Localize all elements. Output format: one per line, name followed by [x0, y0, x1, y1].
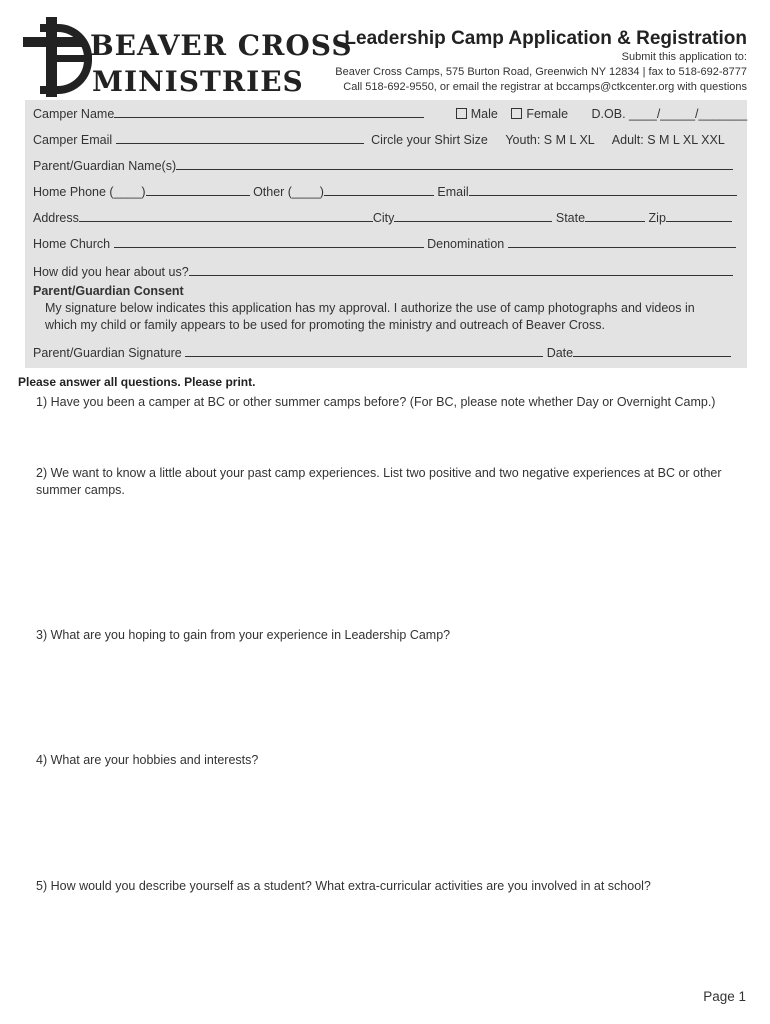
question-3: 3) What are you hoping to gain from your experience in Leadership Camp? [36, 628, 451, 642]
logo-line-1: BEAVER CROSS [90, 29, 353, 62]
male-checkbox[interactable] [456, 108, 467, 119]
home-church-field[interactable] [114, 235, 424, 248]
denomination-label: Denomination [427, 237, 505, 251]
row-church [33, 235, 736, 251]
camper-email-field[interactable] [116, 131, 364, 144]
date-label: Date [546, 346, 574, 360]
email-label: Email [437, 185, 469, 199]
row-referral [33, 263, 733, 279]
question-1: 1) Have you been a camper at BC or other summer camps before? (For BC, please note whether Day or Overnight Camp.) [36, 395, 716, 409]
contact-info: Call 518-692-9550, or email the registrar at bccamps@ctkcenter.org with questions [343, 81, 747, 93]
instructions: Please answer all questions. Please print. [18, 375, 256, 389]
other-phone-label: Other (____) [253, 185, 324, 199]
submit-label: Submit this application to: [621, 51, 747, 63]
row-camper-email [33, 131, 725, 147]
row-signature [33, 344, 731, 360]
question-2: 2) We want to know a little about your past camp experiences. List two positive and two negative experiences at BC or other summer camps. [36, 466, 722, 497]
male-label: Male [470, 107, 498, 121]
row-address [33, 209, 732, 225]
state-label: State [555, 211, 586, 225]
row-camper-name [33, 105, 747, 121]
zip-label: Zip [648, 211, 666, 225]
question-5: 5) How would you describe yourself as a student? What extra-curricular activities are you involved in at school? [36, 879, 651, 893]
camper-email-label: Camper Email [33, 133, 113, 147]
row-parent-name [33, 157, 733, 173]
signature-label: Parent/Guardian Signature [33, 346, 182, 360]
row-phone [33, 183, 737, 199]
consent-text: My signature below indicates this application has my approval. I authorize the use of camp photographs and videos in which my child or family appears to be used for promoting the ministry and outreach of Beaver Cross. [45, 301, 695, 332]
signature-field[interactable] [185, 344, 543, 357]
registration-form-panel [25, 100, 747, 368]
camper-name-label: Camper Name [33, 107, 115, 121]
document-title: Leadership Camp Application & Registration [344, 28, 747, 49]
consent-heading: Parent/Guardian Consent [33, 284, 184, 298]
zip-field[interactable] [666, 209, 732, 222]
address-field[interactable] [79, 209, 373, 222]
home-phone-label: Home Phone (____) [33, 185, 146, 199]
mailing-address: Beaver Cross Camps, 575 Burton Road, Greenwich NY 12834 | fax to 518-692-8777 [335, 66, 747, 78]
adult-sizes[interactable]: Adult: S M L XL XXL [611, 133, 725, 147]
logo-line-2: MINISTRIES [92, 65, 304, 98]
home-church-label: Home Church [33, 237, 111, 251]
ministry-logo [20, 15, 365, 100]
page-number: Page 1 [703, 989, 746, 1004]
dob-field[interactable]: D.OB. ____/_____/_______ [591, 107, 748, 121]
shirt-size-label: Circle your Shirt Size [371, 133, 488, 147]
denomination-field[interactable] [508, 235, 736, 248]
city-field[interactable] [394, 209, 552, 222]
address-label: Address [33, 211, 79, 225]
parent-name-label: Parent/Guardian Name(s) [33, 159, 177, 173]
parent-name-field[interactable] [176, 157, 733, 170]
hear-about-field[interactable] [189, 263, 733, 276]
city-label: City [372, 211, 395, 225]
camper-name-field[interactable] [114, 105, 424, 118]
hear-about-label: How did you hear about us? [33, 265, 189, 279]
female-label: Female [526, 107, 569, 121]
email-field[interactable] [469, 183, 737, 196]
female-checkbox[interactable] [511, 108, 522, 119]
youth-sizes[interactable]: Youth: S M L XL [505, 133, 595, 147]
state-field[interactable] [585, 209, 645, 222]
other-phone-field[interactable] [324, 183, 434, 196]
home-phone-field[interactable] [146, 183, 250, 196]
date-field[interactable] [573, 344, 731, 357]
question-4: 4) What are your hobbies and interests? [36, 753, 259, 767]
